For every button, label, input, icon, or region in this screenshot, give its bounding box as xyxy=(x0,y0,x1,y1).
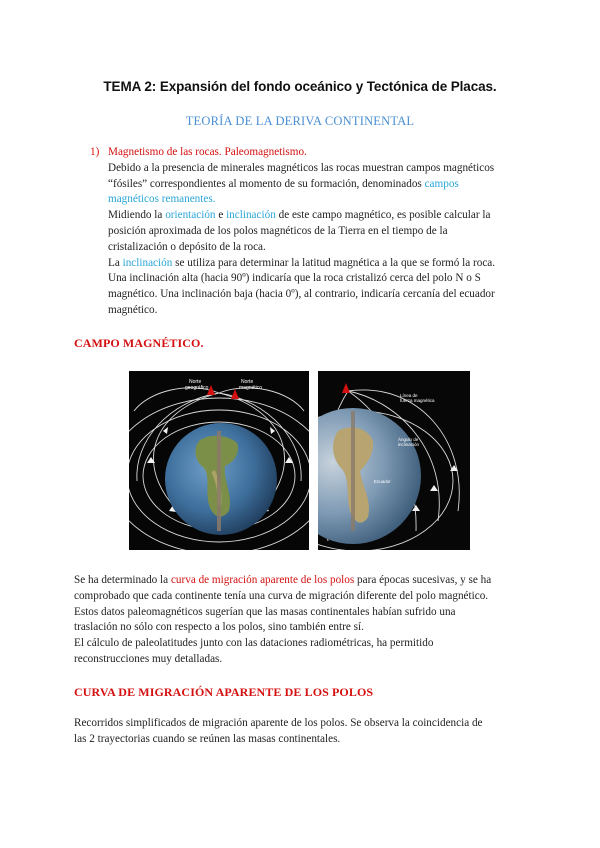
text-span: Se ha determinado la xyxy=(74,574,171,586)
text-line: cristalización o depósito de la roca. xyxy=(108,240,266,253)
text-span: se utiliza para determinar la latitud magnética a la que se formó la roca. xyxy=(172,256,496,269)
label-ecuador: Ecuador xyxy=(374,479,391,484)
text-line: las 2 trayectorias cuando se reúnen las masas continentales. xyxy=(74,732,341,745)
text-span: e xyxy=(215,209,227,222)
text-line xyxy=(108,177,538,193)
earth-field-illustration xyxy=(129,371,309,550)
highlight-term: magnéticos remanentes. xyxy=(108,193,216,206)
text-line: posición aproximada de los polos magnéticos de la Tierra en el tiempo de la xyxy=(108,224,448,237)
item-heading: Magnetismo de las rocas. Paleomagnetismo. xyxy=(108,146,307,158)
label-geo-2: geográfico xyxy=(185,385,209,391)
text-line: Debido a la presencia de minerales magnéticos las rocas muestran campos magnéticos xyxy=(108,161,495,174)
highlight-term: campos xyxy=(424,177,459,190)
label-fuerza-2: fuerza magnética xyxy=(400,398,435,403)
text-line: magnético. Una inclinación baja (hacia 0º), al contrario, indicaría cercanía del ecuador xyxy=(108,288,495,301)
text-line: Estos datos paleomagnéticos sugerían que las masas continentales habían sufrido una xyxy=(74,605,456,618)
page-title: TEMA 2: Expansión del fondo oceánico y Tectónica de Placas. xyxy=(103,79,497,94)
text-span: La xyxy=(108,256,123,269)
text-line xyxy=(74,573,544,589)
text-line: traslación no sólo con respecto a los polos, sino también entre sí. xyxy=(74,621,364,634)
highlight-term: curva de migración aparente de los polos xyxy=(170,574,355,586)
label-mag-1: Norte xyxy=(241,379,254,385)
label-geo-1: Norte xyxy=(189,379,202,385)
label-mag-2: magnético xyxy=(239,385,263,391)
text-span: para épocas sucesivas, y se ha xyxy=(354,574,492,586)
section-subtitle: TEORÍA DE LA DERIVA CONTINENTAL xyxy=(185,114,415,128)
text-line: Una inclinación alta (hacia 90º) indicaría que la roca cristalizó cerca del polo N o S xyxy=(108,272,481,285)
text-line xyxy=(108,208,538,224)
text-line: Recorridos simplificados de migración aparente de los polos. Se observa la coincidencia de xyxy=(74,717,483,729)
earth-magnetic-field-image xyxy=(129,371,309,550)
text-line: reconstrucciones muy detalladas. xyxy=(74,652,223,665)
inclination-angle-image xyxy=(318,371,470,550)
section-heading-campo: CAMPO MAGNÉTICO. xyxy=(74,336,204,350)
highlight-term: orientación xyxy=(165,209,216,222)
highlight-term: inclinación xyxy=(122,256,173,269)
text-line xyxy=(108,256,538,272)
text-span: “fósiles” correspondientes al momento de su formación, denominados xyxy=(108,177,425,190)
highlight-term: inclinación xyxy=(226,209,276,222)
text-span: Midiendo la xyxy=(108,209,166,222)
label-angulo-2: inclinación xyxy=(398,442,420,447)
text-line: comprobado que cada continente tenía una curva de migración diferente del polo magnético. xyxy=(74,589,489,602)
text-span: de este campo magnético, es posible calcular la xyxy=(275,209,491,222)
text-line: magnético. xyxy=(108,303,158,316)
list-number: 1) xyxy=(90,146,100,158)
paragraph-recorridos xyxy=(74,716,544,748)
label-angulo-1: Ángulo de xyxy=(398,437,419,442)
section-heading-curva: CURVA DE MIGRACIÓN APARENTE DE LOS POLOS xyxy=(74,685,374,699)
inclination-illustration xyxy=(318,371,470,550)
list-item-body xyxy=(108,145,538,319)
text-line: El cálculo de paleolatitudes junto con las dataciones radiométricas, ha permitido xyxy=(74,637,434,650)
paragraph-curva xyxy=(74,573,544,668)
label-fuerza-1: Línea de xyxy=(400,393,418,398)
